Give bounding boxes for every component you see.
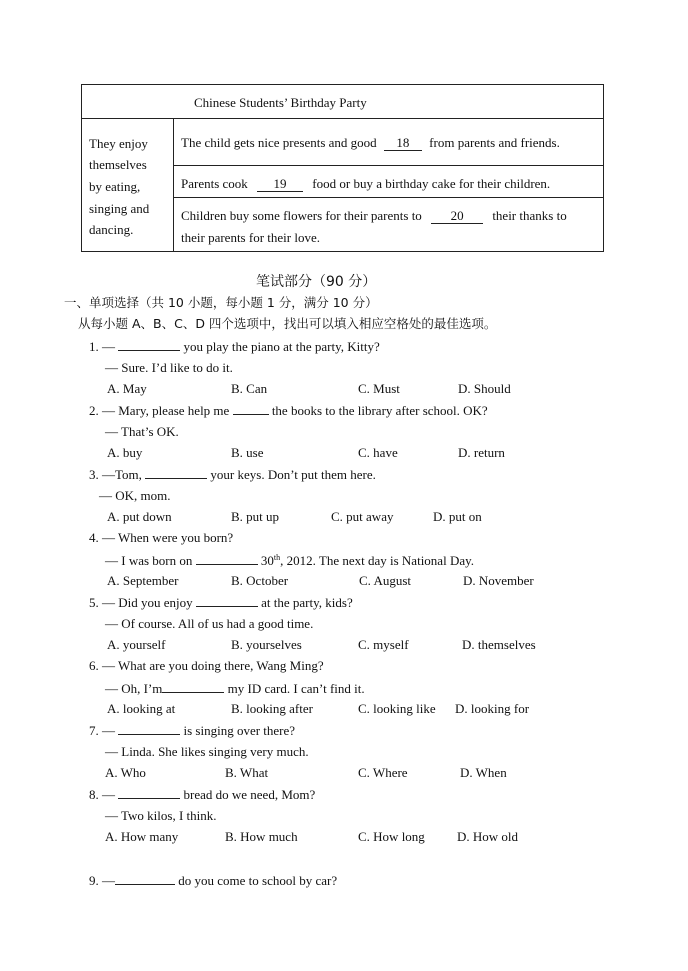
option-c: C. Must	[358, 381, 400, 396]
table-row	[181, 136, 560, 151]
question-text: — Did you enjoy	[102, 595, 193, 610]
question-text: bread do we need, Mom?	[183, 787, 316, 802]
blank-19: 19	[257, 177, 303, 192]
left-cell-line: singing and	[89, 201, 150, 216]
question-number: 4.	[89, 530, 99, 545]
reply-line: — Sure. I’d like to do it.	[105, 360, 233, 375]
answer-blank	[162, 681, 224, 693]
answer-blank	[115, 873, 175, 885]
answer-blank	[118, 339, 180, 351]
question-number: 7.	[89, 723, 99, 738]
question-number: 5.	[89, 595, 99, 610]
question-line	[89, 531, 233, 544]
question-number: 9.	[89, 873, 99, 888]
question-text: —	[102, 787, 115, 802]
reply-text: 30	[260, 553, 274, 568]
question-line	[89, 467, 376, 481]
option-d: D. Should	[458, 381, 511, 396]
question-line	[89, 403, 488, 417]
option-c: C. August	[359, 573, 412, 588]
option-d: D. November	[463, 573, 534, 588]
question-text: you play the piano at the party, Kitty?	[183, 339, 380, 354]
question-text: —Tom,	[102, 467, 142, 482]
option-c: C. Where	[358, 765, 408, 780]
section-title: 笔试部分（90 分）	[256, 274, 377, 290]
question-text: — When were you born?	[102, 530, 234, 545]
table-row	[181, 209, 567, 224]
table-row	[181, 177, 550, 192]
option-b: B. Can	[231, 381, 268, 396]
question-text: do you come to school by car?	[178, 873, 338, 888]
question-text: your keys. Don’t put them here.	[210, 467, 376, 482]
question-number: 2.	[89, 403, 99, 418]
option-b: B. use	[231, 445, 264, 460]
option-d: D. How old	[457, 829, 519, 844]
question-text: is singing over there?	[183, 723, 296, 738]
answer-blank	[233, 403, 269, 415]
option-b: B. How much	[225, 829, 298, 844]
question-text: — Mary, please help me	[102, 403, 230, 418]
row-text: their parents for their love.	[181, 230, 320, 245]
question-text: the books to the library after school. OK?	[271, 403, 488, 418]
question-text: —	[102, 723, 115, 738]
option-a: A. May	[107, 381, 147, 396]
left-cell-line: dancing.	[89, 222, 134, 237]
option-a: A. Who	[105, 765, 146, 780]
question-number: 6.	[89, 658, 99, 673]
option-b: B. yourselves	[231, 637, 302, 652]
reply-text: — I was born on	[105, 553, 193, 568]
reply-text: , 2012. The next day is National Day.	[280, 553, 475, 568]
row-text: The child gets nice presents and good	[181, 135, 377, 150]
reply-line: — Two kilos, I think.	[105, 808, 217, 823]
option-c: C. How long	[358, 829, 425, 844]
question-number: 1.	[89, 339, 99, 354]
left-cell-line: by eating,	[89, 179, 141, 194]
option-a: A. looking at	[107, 701, 176, 716]
table-divider	[173, 165, 603, 166]
ordinal-suffix: th	[273, 553, 281, 562]
question-line	[89, 339, 380, 353]
reply-line: — Of course. All of us had a good time.	[105, 616, 314, 631]
table-divider	[173, 197, 603, 198]
part-instruction: 从每小题 A、B、C、D 四个选项中，找出可以填入相应空格处的最佳选项。	[78, 316, 497, 331]
reply-line: — That’s OK.	[105, 424, 179, 439]
option-a: A. buy	[107, 445, 143, 460]
question-text: —	[102, 339, 115, 354]
part-heading: 一、单项选择（共 10 小题，每小题 1 分，满分 10 分）	[64, 295, 378, 310]
row-text: food or buy a birthday cake for their children.	[312, 176, 551, 191]
answer-blank	[145, 467, 207, 479]
row-text: Parents cook	[181, 176, 248, 191]
question-text: —	[102, 873, 115, 888]
question-line	[89, 595, 353, 609]
option-c: C. myself	[358, 637, 409, 652]
table-divider	[173, 118, 174, 251]
option-b: B. October	[231, 573, 289, 588]
reply-line	[105, 553, 474, 567]
reply-line: — OK, mom.	[99, 488, 171, 503]
option-a: A. put down	[107, 509, 172, 524]
option-d: D. themselves	[462, 637, 536, 652]
question-line	[89, 787, 315, 801]
question-text: — What are you doing there, Wang Ming?	[102, 658, 324, 673]
question-number: 8.	[89, 787, 99, 802]
blank-20: 20	[431, 209, 483, 224]
row-text: their thanks to	[492, 208, 567, 223]
option-d: D. return	[458, 445, 505, 460]
question-line	[89, 723, 295, 737]
option-d: D. When	[460, 765, 507, 780]
option-c: C. have	[358, 445, 398, 460]
left-cell-line: They enjoy	[89, 136, 148, 151]
blank-18: 18	[384, 136, 422, 151]
option-a: A. yourself	[107, 637, 166, 652]
table-divider	[82, 118, 603, 119]
question-text: at the party, kids?	[261, 595, 353, 610]
answer-blank	[118, 723, 180, 735]
reply-line: — Linda. She likes singing very much.	[105, 744, 309, 759]
question-line	[89, 659, 324, 672]
option-b: B. What	[225, 765, 269, 780]
row-text: from parents and friends.	[429, 135, 560, 150]
option-d: D. looking for	[455, 701, 530, 716]
reply-text: — Oh, I’m	[105, 681, 163, 696]
option-b: B. looking after	[231, 701, 313, 716]
birthday-party-table	[81, 84, 604, 252]
option-b: B. put up	[231, 509, 280, 524]
row-text: Children buy some flowers for their parents to	[181, 208, 422, 223]
reply-text: my ID card. I can’t find it.	[227, 681, 365, 696]
left-cell-line: themselves	[89, 157, 147, 172]
option-d: D. put on	[433, 509, 482, 524]
option-a: A. September	[107, 573, 179, 588]
question-line	[89, 873, 337, 887]
option-a: A. How many	[105, 829, 179, 844]
answer-blank	[196, 595, 258, 607]
table-header: Chinese Students’ Birthday Party	[194, 95, 367, 110]
option-c: C. looking like	[358, 701, 436, 716]
question-number: 3.	[89, 467, 99, 482]
answer-blank	[196, 553, 258, 565]
answer-blank	[118, 787, 180, 799]
reply-line	[105, 681, 365, 695]
option-c: C. put away	[331, 509, 394, 524]
